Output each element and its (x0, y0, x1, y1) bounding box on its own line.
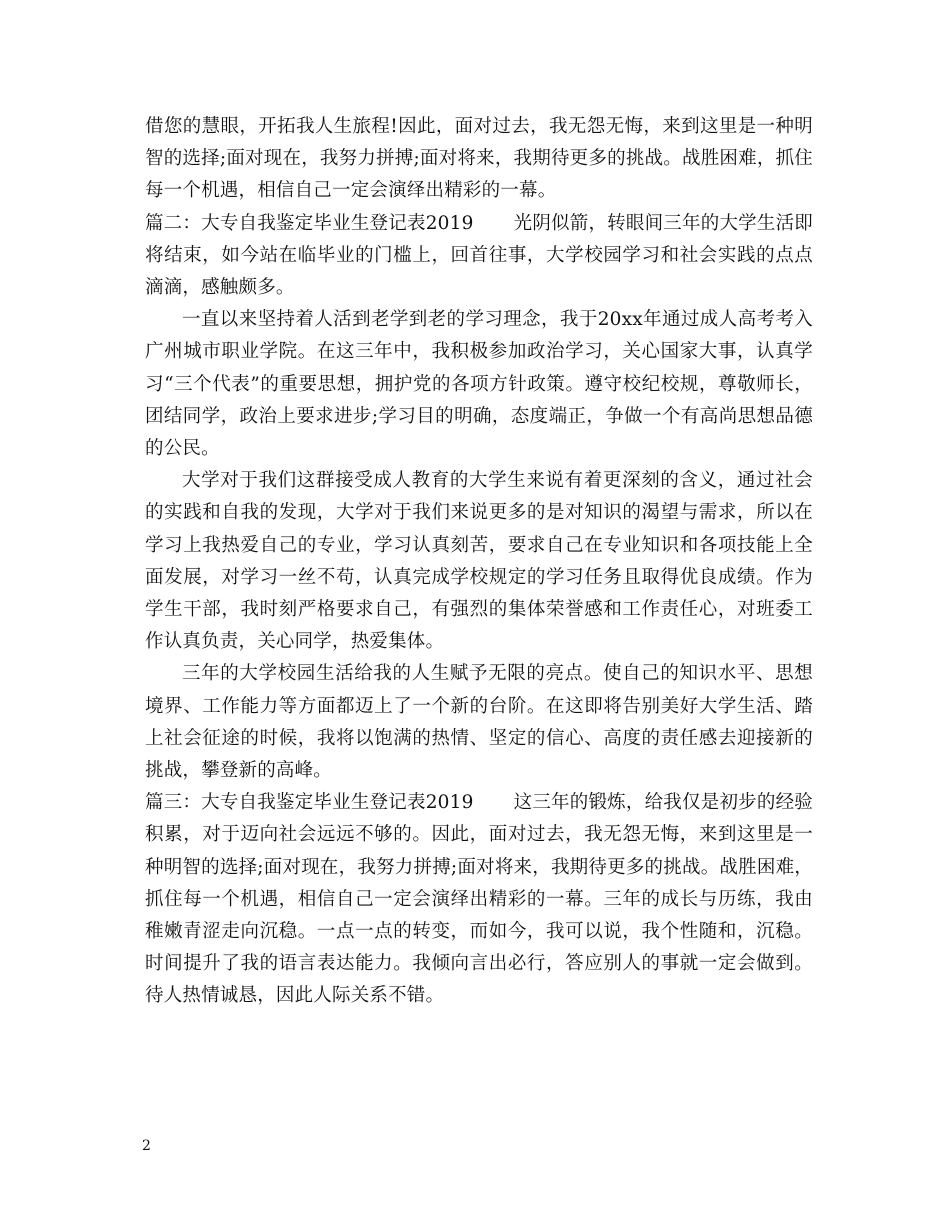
paragraph-4 (145, 465, 813, 658)
paragraph-text: 一直以来坚持着人活到老学到老的学习理念，我于20xx年通过成人高考考入广州城市职业学院。在这三年中，我积极参加政治学习，关心国家大事，认真学习“三个代表”的重要思想，拥护党的各项方针政策。遵守校纪校规，尊敬师长，团结同学，政治上要求进步;学习目的明确，态度端正，争做一个有高尚思想品德的公民。 (145, 309, 813, 460)
document-body (145, 111, 813, 1013)
paragraph-text: 光阴似箭，转眼间三年的大学生活即将结束，如今站在临毕业的门槛上，回首往事，大学校园学习和社会实践的点点滴滴，感触颇多。 (145, 212, 814, 299)
section-heading-2: 篇二：大专自我鉴定毕业生登记表2019 (145, 212, 474, 234)
paragraph-6 (145, 787, 813, 1012)
section-heading-3: 篇三：大专自我鉴定毕业生登记表2019 (145, 792, 474, 814)
paragraph-text: 大学对于我们这群接受成人教育的大学生来说有着更深刻的含义，通过社会的实践和自我的发现，大学对于我们来说更多的是对知识的渴望与需求，所以在学习上我热爱自己的专业，学习认真刻苦，要求自己在专业知识和各项技能上全面发展，对学习一丝不苟，认真完成学校规定的学习任务且取得优良成绩。作为学生干部，我时刻严格要求自己，有强烈的集体荣誉感和工作责任心，对班委工作认真负责，关心同学，热爱集体。 (145, 470, 813, 653)
paragraph-5 (145, 658, 813, 787)
page-number: 2 (142, 1138, 151, 1154)
paragraph-2 (145, 208, 813, 305)
paragraph-3 (145, 304, 813, 465)
paragraph-text: 借您的慧眼，开拓我人生旅程!因此，面对过去，我无怨无悔，来到这里是一种明智的选择;面对现在，我努力拼搏;面对将来，我期待更多的挑战。战胜困难，抓住每一个机遇，相信自己一定会演绎出精彩的一幕。 (145, 116, 813, 202)
paragraph-text: 三年的大学校园生活给我的人生赋予无限的亮点。使自己的知识水平、思想境界、工作能力等方面都迈上了一个新的台阶。在这即将告别美好大学生活、踏上社会征途的时候，我将以饱满的热情、坚定的信心、高度的责任感去迎接新的挑战，攀登新的高峰。 (145, 663, 813, 782)
paragraph-1 (145, 111, 813, 208)
paragraph-text: 这三年的锻炼，给我仅是初步的经验积累，对于迈向社会远远不够的。因此，面对过去，我无怨无悔，来到这里是一种明智的选择;面对现在，我努力拼搏;面对将来，我期待更多的挑战。战胜困难，抓住每一个机遇，相信自己一定会演绎出精彩的一幕。三年的成长与历练，我由稚嫩青涩走向沉稳。一点一点的转变，而如今，我可以说，我个性随和，沉稳。时间提升了我的语言表达能力。我倾向言出必行，答应别人的事就一定会做到。待人热情诚恳，因此人际关系不错。 (145, 792, 814, 1007)
